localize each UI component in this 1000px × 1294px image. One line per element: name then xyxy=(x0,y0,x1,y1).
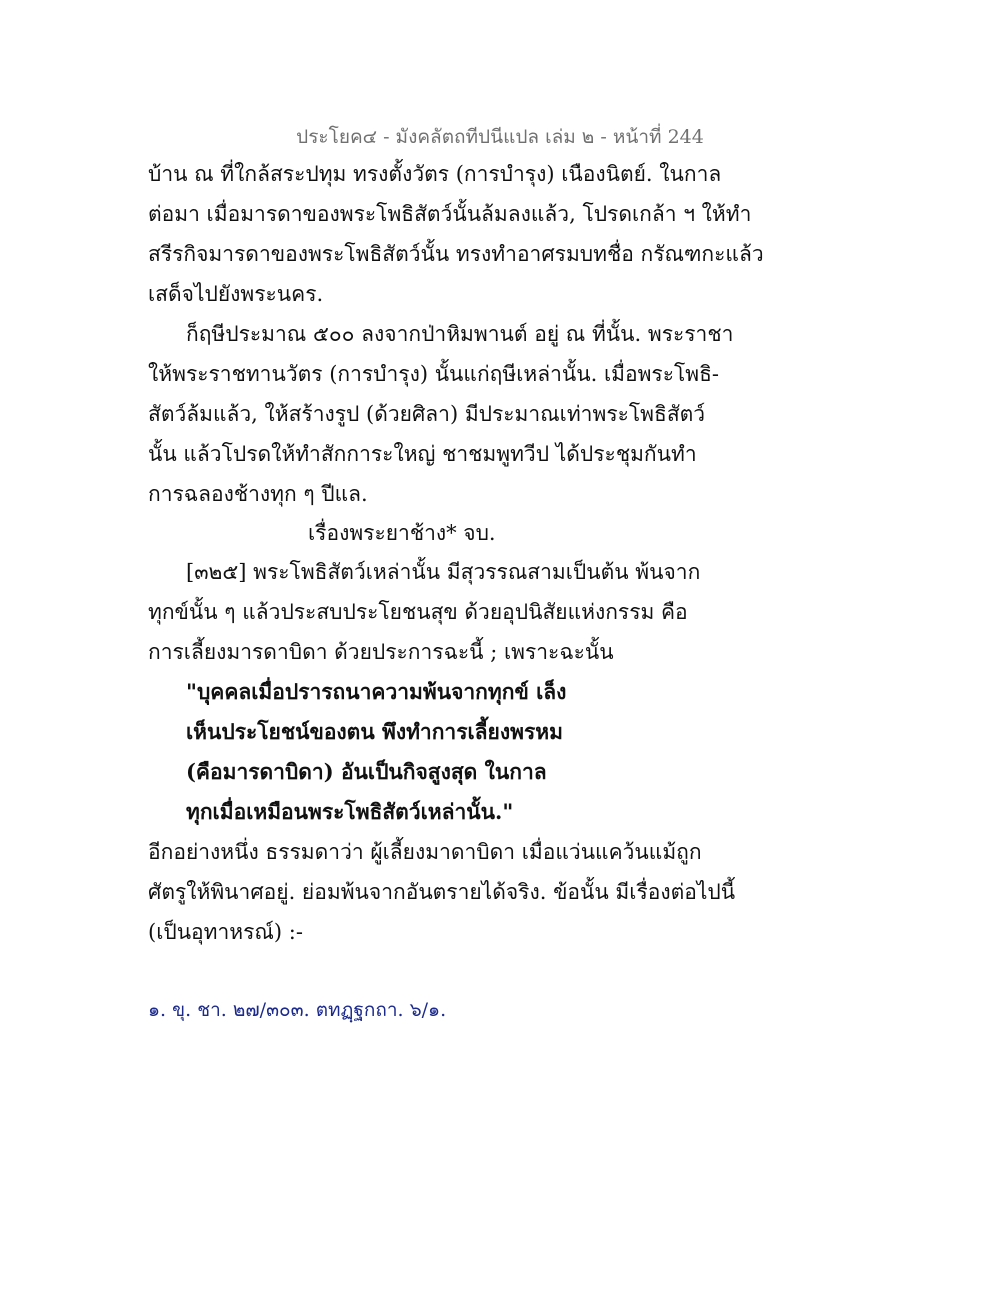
text-line: อีกอย่างหนึ่ง ธรรมดาว่า ผู้เลี้ยงมาดาบิดา เมื่อแว่นแคว้นแม้ถูก xyxy=(148,840,702,864)
text-line: เสด็จไปยังพระนคร. xyxy=(148,282,324,306)
text-line: สัตว์ล้มแล้ว, ให้สร้างรูป (ด้วยศิลา) มีประมาณเท่าพระโพธิสัตว์ xyxy=(148,402,706,426)
text-line: (เป็นอุทาหรณ์) :- xyxy=(148,920,303,944)
text-line: [๓๒๕] พระโพธิสัตว์เหล่านั้น มีสุวรรณสามเป็นต้น พ้นจาก xyxy=(186,560,701,584)
text-line: ทุกข์นั้น ๆ แล้วประสบประโยชนสุข ด้วยอุปนิสัยแห่งกรรม คือ xyxy=(148,600,688,624)
text-line: สรีรกิจมารดาของพระโพธิสัตว์นั้น ทรงทำอาศรมบทชื่อ กรัณฑกะแล้ว xyxy=(148,242,764,266)
text-line: ต่อมา เมื่อมารดาของพระโพธิสัตว์นั้นล้มลงแล้ว, โปรดเกล้า ฯ ให้ทำ xyxy=(148,202,752,226)
text-line: การเลี้ยงมารดาบิดา ด้วยประการฉะนี้ ; เพราะฉะนั้น xyxy=(148,640,614,664)
text-line: ศัตรูให้พินาศอยู่. ย่อมพ้นจากอันตรายได้จริง. ข้อนั้น มีเรื่องต่อไปนี้ xyxy=(148,880,736,904)
verse-line: ทุกเมื่อเหมือนพระโพธิสัตว์เหล่านั้น." xyxy=(186,799,514,824)
page-header: ประโยค๔ - มังคลัตถทีปนีแปล เล่ม ๒ - หน้าที่ 244 xyxy=(296,126,704,148)
story-end-line: เรื่องพระยาช้าง* จบ. xyxy=(308,521,496,545)
text-line: ก็ฤษีประมาณ ๕๐๐ ลงจากป่าหิมพานต์ อยู่ ณ ที่นั้น. พระราชา xyxy=(186,322,734,346)
text-line: การฉลองช้างทุก ๆ ปีแล. xyxy=(148,482,368,506)
text-line: นั้น แล้วโปรดให้ทำสักการะใหญ่ ชาชมพูทวีป ได้ประชุมกันทำ xyxy=(148,442,697,466)
footnote: ๑. ขุ. ชา. ๒๗/๓๐๓. ตทฏฺฐกถา. ๖/๑. xyxy=(148,999,447,1021)
text-line: บ้าน ณ ที่ใกล้สระปทุม ทรงตั้งวัตร (การบำรุง) เนืองนิตย์. ในกาล xyxy=(148,162,722,186)
verse-line: (คือมารดาบิดา) อันเป็นกิจสูงสุด ในกาล xyxy=(186,759,547,784)
text-line: ให้พระราชทานวัตร (การบำรุง) นั้นแก่ฤษีเหล่านั้น. เมื่อพระโพธิ- xyxy=(148,362,720,386)
verse-line: เห็นประโยชน์ของตน พึงทำการเลี้ยงพรหม xyxy=(186,719,563,744)
verse-line: "บุคคลเมื่อปรารถนาความพ้นจากทุกข์ เล็ง xyxy=(186,679,567,704)
